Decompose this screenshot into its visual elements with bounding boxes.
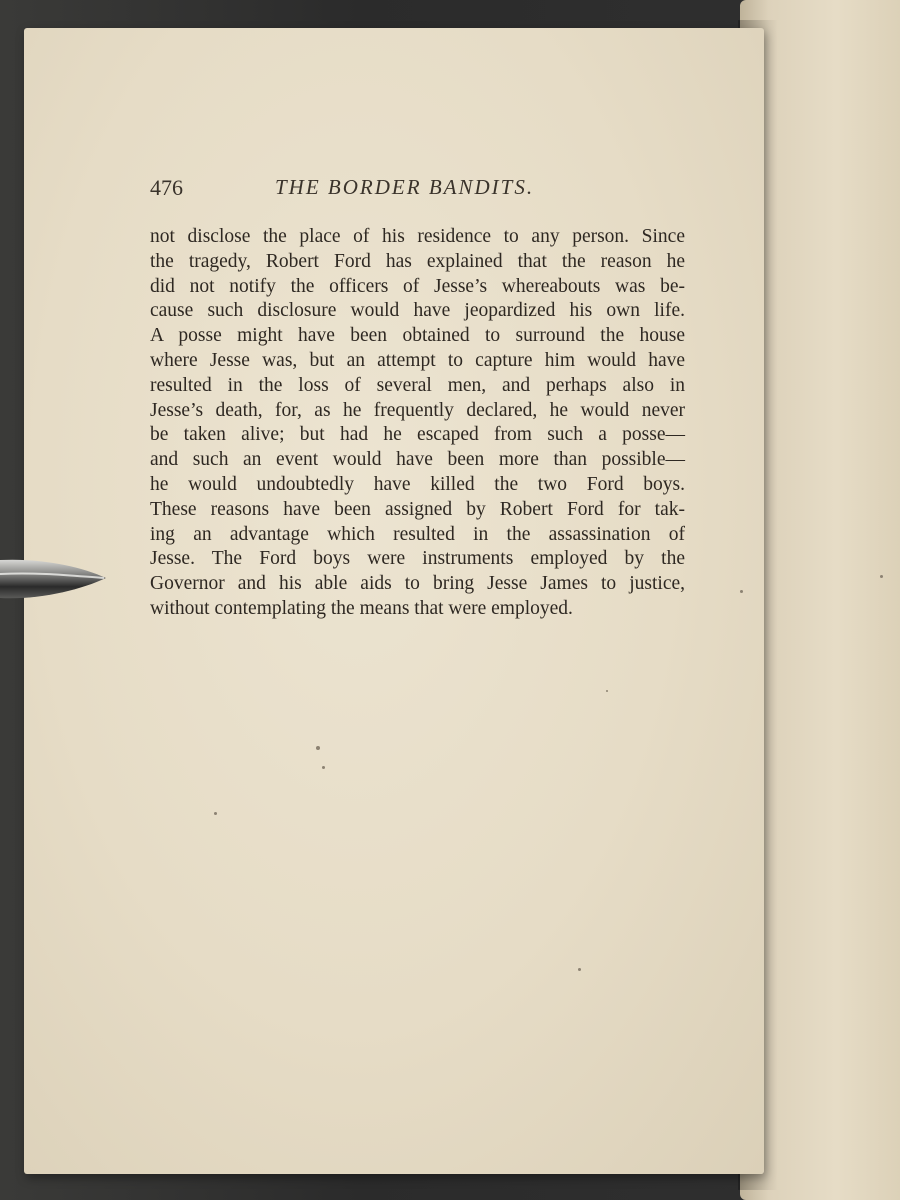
paper-speck bbox=[606, 690, 608, 692]
text-line: and such an event would have been more than possible— bbox=[150, 449, 685, 471]
paper-speck bbox=[322, 766, 325, 769]
text-line: cause such disclosure would have jeopardized his own life. bbox=[150, 300, 685, 322]
text-line: ing an advantage which resulted in the assassination of bbox=[150, 523, 685, 545]
paper-speck bbox=[316, 746, 320, 750]
text-line: the tragedy, Robert Ford has explained that the reason he bbox=[150, 250, 685, 272]
text-line: where Jesse was, but an attempt to capture him would have bbox=[150, 349, 685, 371]
paper-speck bbox=[214, 812, 217, 815]
pen-pointer-icon bbox=[0, 556, 110, 602]
text-line: Governor and his able aids to bring Jesse James to justice, bbox=[150, 573, 685, 595]
running-title: THE BORDER BANDITS. bbox=[275, 175, 535, 199]
text-line: be taken alive; but had he escaped from such a posse— bbox=[150, 424, 685, 446]
page-number: 476 bbox=[150, 175, 183, 200]
page-header bbox=[150, 175, 690, 205]
text-line: without contemplating the means that were employed. bbox=[150, 597, 573, 619]
text-line: A posse might have been obtained to surround the house bbox=[150, 325, 685, 347]
body-text bbox=[150, 225, 685, 622]
paper-speck bbox=[880, 575, 883, 578]
paper-speck bbox=[578, 968, 581, 971]
text-line: These reasons have been assigned by Robert Ford for tak- bbox=[150, 498, 685, 520]
text-line: not disclose the place of his residence to any person. Since bbox=[150, 226, 685, 247]
text-line: Jesse. The Ford boys were instruments employed by the bbox=[150, 548, 685, 570]
text-line: Jesse’s death, for, as he frequently declared, he would never bbox=[150, 399, 685, 421]
text-line: resulted in the loss of several men, and perhaps also in bbox=[150, 374, 685, 396]
text-line: did not notify the officers of Jesse’s whereabouts was be- bbox=[150, 275, 685, 297]
paper-speck bbox=[740, 590, 743, 593]
text-line: he would undoubtedly have killed the two Ford boys. bbox=[150, 473, 685, 495]
